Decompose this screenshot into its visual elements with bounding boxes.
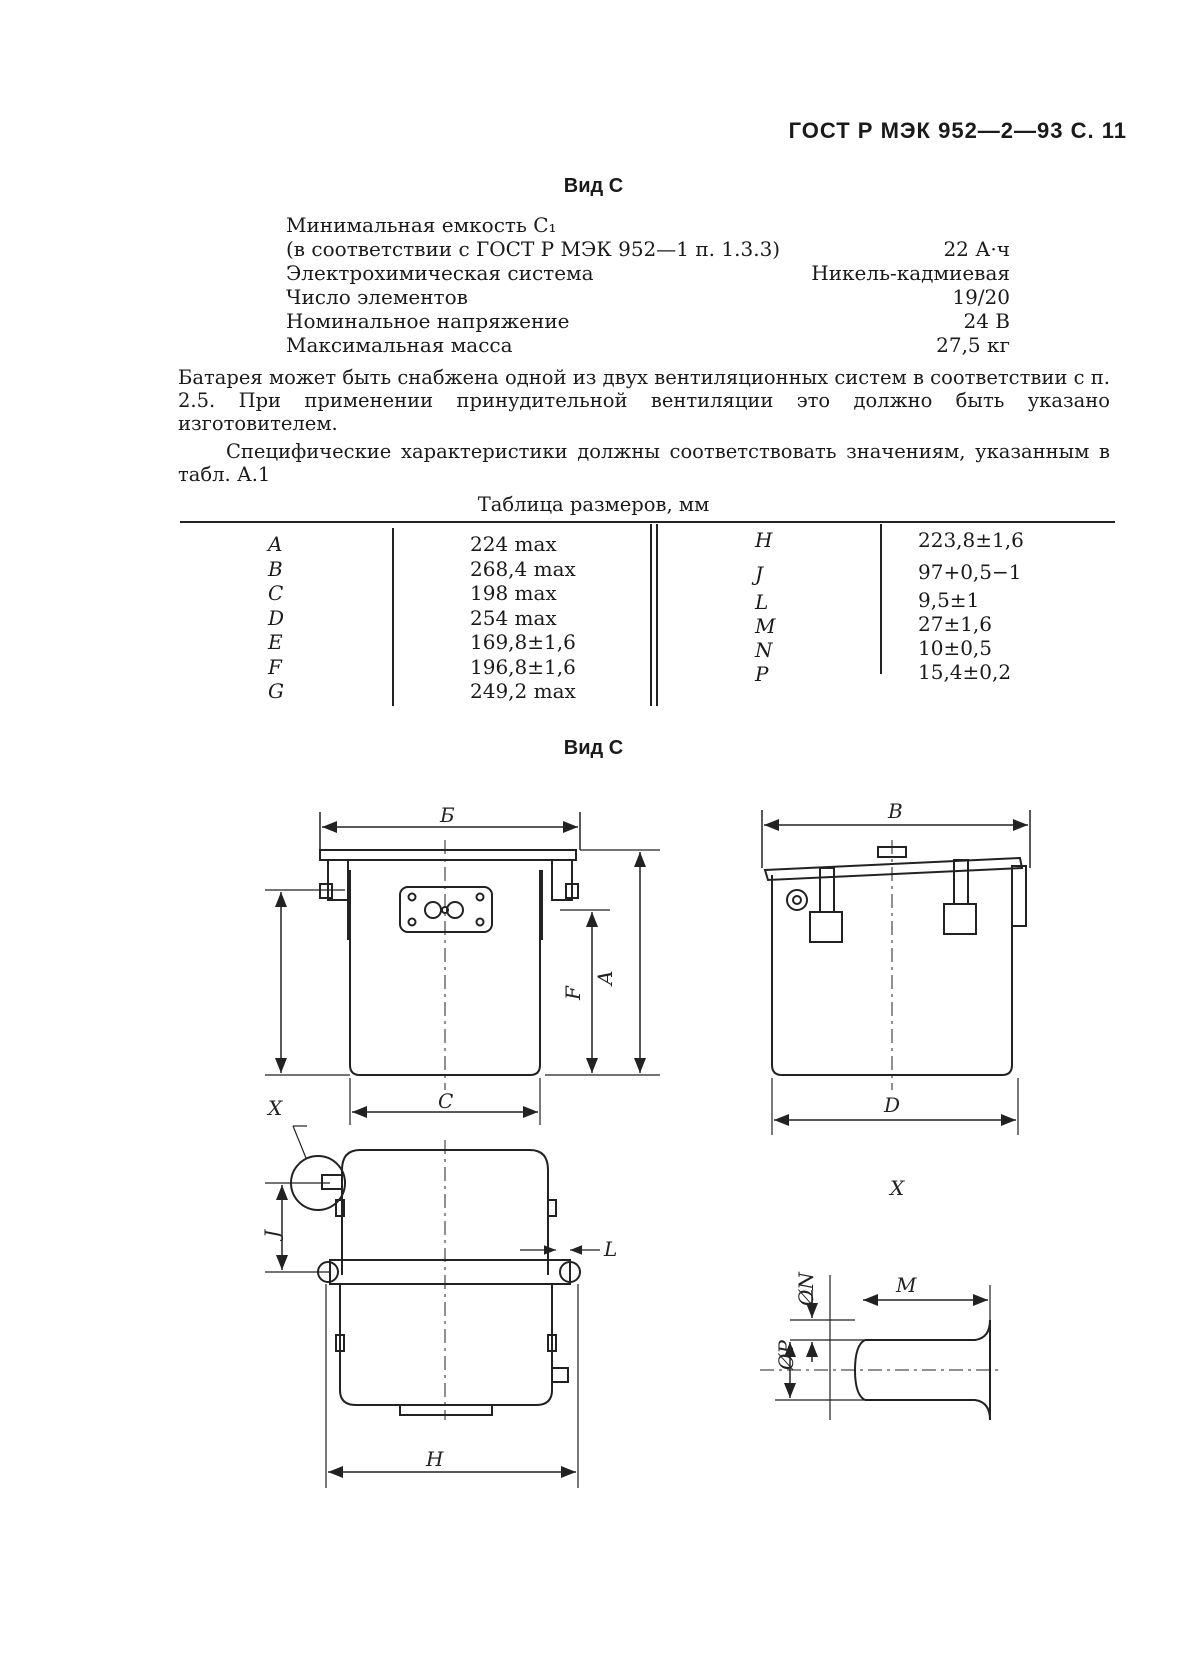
table-symbol: F [268, 654, 282, 679]
table-value: 254 max [470, 605, 557, 630]
table-symbol: J [755, 562, 764, 586]
table-value: 224 max [470, 532, 557, 556]
spec-label: Электрохимическая система [286, 261, 594, 285]
table-value: 15,4±0,2 [918, 660, 1012, 684]
label-m: M [896, 1273, 917, 1297]
spec-label: Максимальная масса [286, 333, 513, 357]
paragraph-ventilation: Батарея может быть снабжена одной из двух вентиляционных систем в соответствии с п. 2.5. При применении принудительной вентиляции это должно быть указано изготовителем. [178, 366, 1110, 435]
label-p: ØP [774, 1340, 798, 1370]
label-a: A [593, 970, 617, 985]
table-value: 249,2 max [470, 679, 576, 703]
label-b-side: B [888, 799, 903, 823]
label-l: L [604, 1237, 618, 1261]
label-f: F [561, 986, 585, 1000]
top-view [265, 1126, 600, 1488]
label-d: D [884, 1093, 901, 1117]
spec-value: 27,5 кг [936, 333, 1010, 357]
spec-value: 19/20 [952, 285, 1010, 309]
page-header: ГОСТ Р МЭК 952—2—93 С. 11 [788, 118, 1127, 143]
table-value: 27±1,6 [918, 612, 993, 636]
table-symbol: L [755, 590, 769, 614]
table-symbol: P [755, 662, 769, 686]
figure-title: Вид С [563, 737, 624, 759]
table-symbol: E [268, 630, 283, 654]
table-value: 268,4 max [470, 556, 576, 581]
paragraph-characteristics: Специфические характеристики должны соответствовать значениям, указанным в табл. А.1 [178, 440, 1110, 486]
table-symbol: H [755, 528, 773, 552]
table-symbol: B [268, 556, 283, 581]
table-value: 196,8±1,6 [470, 654, 576, 679]
label-x-mark: X [268, 1096, 283, 1120]
spec-label: Число элементов [286, 285, 468, 309]
front-view [265, 812, 660, 1125]
table-symbol: M [755, 614, 776, 638]
spec-label: (в соответствии с ГОСТ Р МЭК 952—1 п. 1.3.3) [286, 237, 781, 261]
table-title: Таблица размеров, мм [477, 493, 710, 516]
table-value: 9,5±1 [918, 588, 980, 612]
table-value: 97+0,5−1 [918, 560, 1022, 584]
spec-value: Никель-кадмиевая [811, 261, 1010, 285]
table-symbol: N [755, 638, 773, 662]
label-h: H [426, 1447, 444, 1471]
table-symbol: G [268, 679, 284, 703]
spec-value: 24 В [963, 309, 1010, 333]
section-title: Вид С [563, 175, 624, 197]
spec-label: Номинальное напряжение [286, 309, 570, 333]
label-b-front: Б [440, 803, 455, 827]
label-x-detail: X [890, 1176, 905, 1200]
table-symbol: D [268, 605, 285, 630]
side-view [762, 810, 1030, 1135]
label-n: ØN [794, 1272, 818, 1306]
label-j: J [260, 1229, 284, 1238]
table-symbol: A [268, 532, 283, 556]
table-value: 198 max [470, 581, 557, 605]
table-value: 169,8±1,6 [470, 630, 576, 654]
label-c: C [438, 1089, 454, 1113]
spec-value: 22 А·ч [943, 237, 1010, 261]
table-value: 223,8±1,6 [918, 528, 1024, 552]
spec-label: Минимальная емкость C₁ [286, 213, 557, 237]
table-symbol: C [268, 581, 284, 605]
table-value: 10±0,5 [918, 636, 993, 660]
